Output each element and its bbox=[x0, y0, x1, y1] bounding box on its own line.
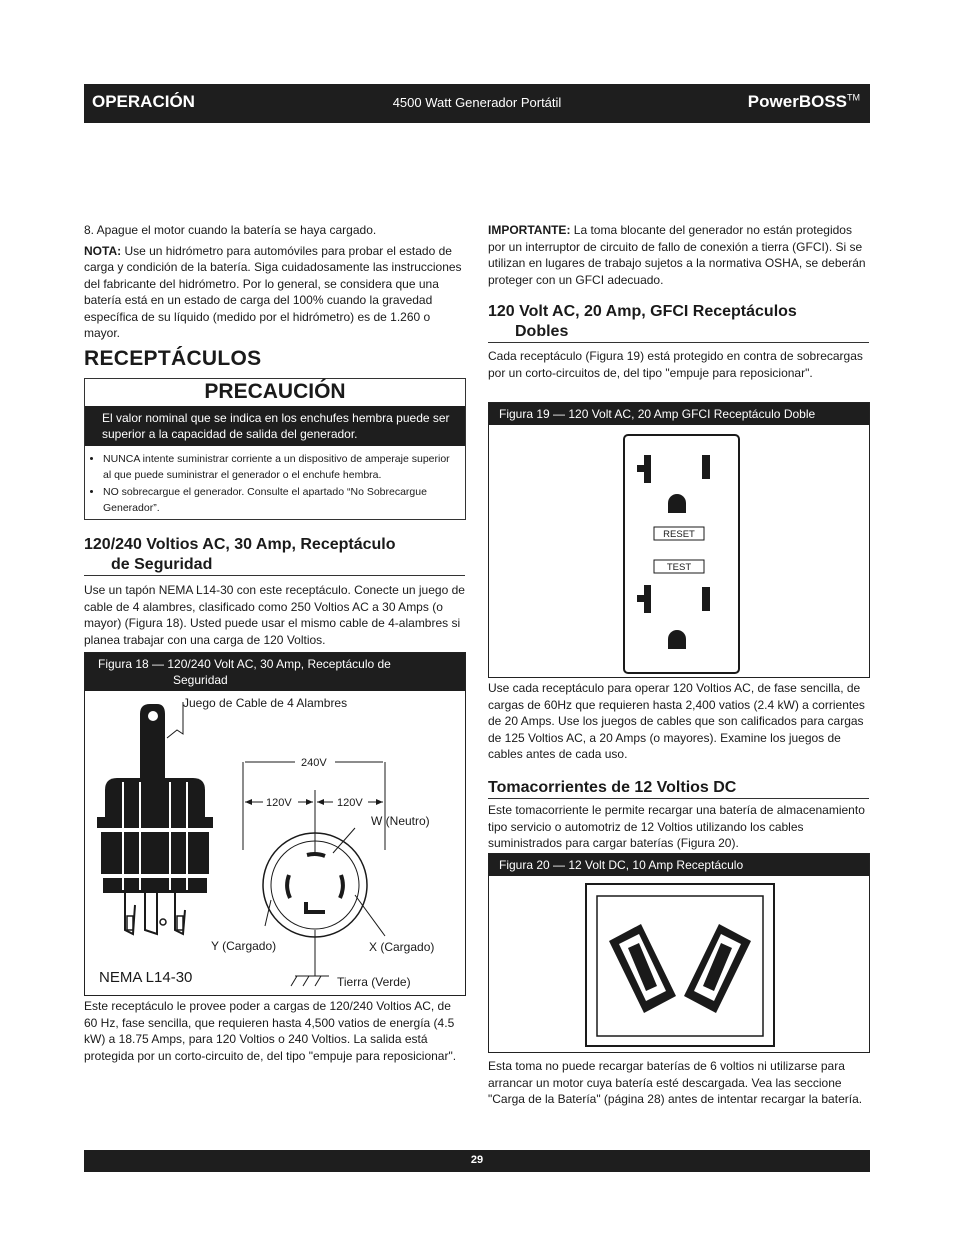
cable-label: Juego de Cable de 4 Alambres bbox=[183, 696, 348, 710]
figure-18-caption: Figura 18 — 120/240 Volt AC, 30 Amp, Receptáculo de Seguridad bbox=[85, 653, 465, 691]
ground-label: Tierra (Verde) bbox=[337, 975, 411, 989]
caution-item: • NO sobrecargue el generador. Consulte el apartado “No Sobrecargue Generador”. bbox=[103, 485, 459, 516]
caution-list bbox=[85, 452, 465, 516]
important-paragraph: IMPORTANTE: La toma blocante del generador no están protegidos por un interruptor de circuito de fallo de conexión a tierra (GFCI). Si se utilizan en lugares de trabajo sujetos a la normativa OSHA, se deberán proteger con un GFCI adecuado. bbox=[488, 223, 866, 287]
figure-19-caption: Figura 19 — 120 Volt AC, 20 Amp GFCI Receptáculo Doble bbox=[489, 403, 869, 425]
voltage-240-label: 240V bbox=[301, 757, 327, 769]
locking-output-paragraph: Este receptáculo le provee poder a cargas de 120/240 Voltios AC, de 60 Hz, fase sencilla, que requieren hasta 4,500 vatios de energía (4.5 kW) a 18.75 Amps, para 120 Voltios o 240 Voltios. La salida está protegida por un corto-circuito de, del tipo "empuje para reposicionar". bbox=[84, 999, 457, 1063]
locking-receptacle-diagram bbox=[85, 690, 465, 995]
caution-item: • NUNCA intente suministrar corriente a un dispositivo de amperaje superior al que puede suministrar el generador o el enchufe hembra. bbox=[103, 452, 459, 483]
receptacles-heading: RECEPTÁCULOS bbox=[84, 347, 262, 370]
y-loaded-label: Y (Cargado) bbox=[211, 939, 277, 953]
locking-heading: 120/240 Voltios AC, 30 Amp, Receptáculo de Seguridad bbox=[84, 535, 465, 576]
dc-paragraph: Este tomacorriente le permite recargar una batería de almacenamiento tipo servicio o automotriz de 12 Voltios utilizando los cables suministrados para cargar baterías (Figura 20). bbox=[488, 803, 865, 850]
gfci-receptacle-diagram bbox=[489, 425, 869, 677]
page-footer bbox=[84, 1150, 870, 1172]
page-number: 29 bbox=[470, 1154, 484, 1166]
left-column bbox=[84, 222, 466, 342]
dc-heading: Tomacorrientes de 12 Voltios DC bbox=[488, 778, 869, 799]
section-title: OPERACIÓN bbox=[92, 92, 195, 111]
figure-18 bbox=[84, 652, 466, 996]
gfci-usage-paragraph: Use cada receptáculo para operar 120 Voltios AC, de fase sencilla, de cargas de 60Hz que requieren hasta 2,400 vatios (2.4 kW) a corrientes de 20 Amps. Use los juegos de cables que son calificados para cargas de 125 Voltios AC, a 20 Amps (o mayores). Examine los juegos de cables antes de cada uso. bbox=[488, 681, 865, 761]
brand-logo: PowerBOSS™ bbox=[747, 92, 860, 111]
cable-icon bbox=[140, 704, 165, 778]
outlet-bottom-icon bbox=[637, 585, 710, 649]
voltage-120-right-label: 120V bbox=[337, 797, 363, 809]
caution-title: PRECAUCIÓN bbox=[204, 380, 346, 403]
gfci-paragraph: Cada receptáculo (Figura 19) está protegido en contra de sobrecargas por un corto-circuitos de, del tipo "empuje para reposicionar". bbox=[488, 349, 863, 380]
caution-statement: El valor nominal que se indica en los enchufes hembra puede ser superior a la capacidad de salida del generador. bbox=[85, 406, 465, 446]
dc-faceplate bbox=[586, 884, 774, 1046]
step-8: 8. Apague el motor cuando la batería se haya cargado. bbox=[84, 223, 377, 237]
gfci-heading: 120 Volt AC, 20 Amp, GFCI Receptáculos Dobles bbox=[488, 302, 869, 343]
nema-model-label: NEMA L14-30 bbox=[99, 969, 193, 986]
dc-socket-left-icon bbox=[609, 924, 676, 1013]
caution-box bbox=[84, 378, 466, 520]
x-loaded-label: X (Cargado) bbox=[369, 940, 435, 954]
ground-icon bbox=[291, 930, 329, 986]
note-paragraph: NOTA: Use un hidrómetro para automóviles para probar el estado de carga y condición de la batería. Siga cuidadosamente las instrucciones del fabricante del hidrómetro. Por lo general, se considera que una batería está en un estado de carga del 100% cuando la gravedad específica de su líquido (medido por el hidrómetro) es de 1.260 o mayor. bbox=[84, 243, 462, 340]
dc-warning-paragraph: Esta toma no puede recargar baterías de 6 voltios ni utilizarse para arrancar un motor cuya batería esté descargada. Vea las seccione "Carga de la Batería" (página 28) antes de intentar recargar la batería. bbox=[488, 1059, 863, 1106]
product-name: 4500 Watt Generador Portátil bbox=[392, 95, 562, 110]
locking-paragraph: Use un tapón NEMA L14-30 con este receptáculo. Conecte un juego de cable de 4 alambres, clasificado como 250 Voltios AC a 30 Amps (o mayor) (Figura 18). Usted puede usar el mismo cable de 4-alambres si planea trabajar con una carga de 120 Voltios. bbox=[84, 583, 465, 647]
nema-plug-icon bbox=[97, 778, 213, 934]
voltage-120-left-label: 120V bbox=[266, 797, 292, 809]
figure-19 bbox=[488, 402, 870, 678]
outlet-top-icon bbox=[637, 455, 710, 513]
reset-label: RESET bbox=[663, 529, 695, 540]
figure-20-caption: Figura 20 — 12 Volt DC, 10 Amp Receptáculo bbox=[489, 854, 869, 876]
page-header bbox=[84, 84, 870, 123]
dc-receptacle-diagram bbox=[489, 876, 869, 1052]
dc-socket-right-icon bbox=[684, 924, 751, 1013]
test-label: TEST bbox=[666, 562, 692, 573]
figure-20 bbox=[488, 853, 870, 1053]
w-neutral-label: W (Neutro) bbox=[371, 814, 430, 828]
